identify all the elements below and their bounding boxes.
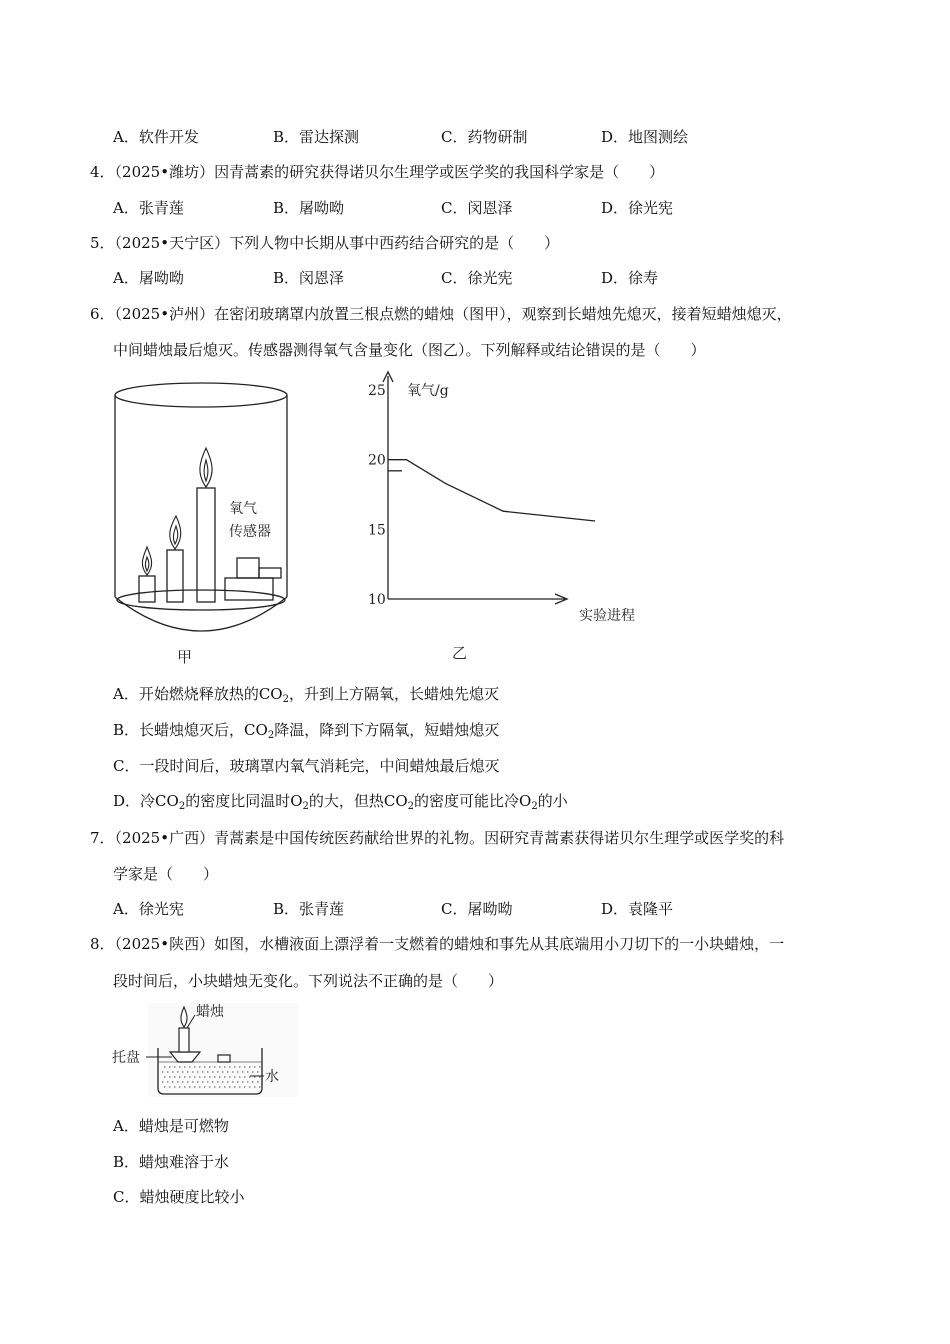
middle-candle [167, 550, 183, 602]
oxygen-sensor [225, 578, 273, 600]
sensor-label-line1: 氧气 [229, 501, 257, 517]
candle [179, 1028, 189, 1052]
long-candle [197, 488, 215, 602]
q3-option-d: D．地图测绘 [601, 128, 689, 146]
q3-option-a: A．软件开发 [113, 128, 199, 146]
q7-stem-line1: 7．（2025•广西）青蒿素是中国传统医药献给世界的礼物。因研究青蒿素获得诺贝尔生理学或医学奖的科 [90, 829, 785, 847]
q6-option-b: B．长蜡烛熄灭后，$CO_2$降温，降到下方隔氧，短蜡烛熄灭 [113, 721, 500, 741]
q7-option-a: A．徐光宪 [113, 900, 184, 918]
y-tick-label: 10 [368, 592, 386, 608]
y-tick-label: 20 [368, 452, 386, 469]
q4-option-a: A．张青莲 [113, 199, 184, 217]
q4-option-d: D．徐光宪 [601, 199, 674, 217]
figure-oxygen-chart [355, 368, 655, 663]
small-candle-block [218, 1055, 230, 1062]
figure-a-caption: 甲 [177, 648, 193, 666]
q3-option-b: B．雷达探测 [273, 128, 360, 146]
label-tray: 托盘 [112, 1050, 140, 1066]
x-axis-label: 实验进程 [579, 608, 635, 624]
q7-option-c: C．屠呦呦 [441, 900, 513, 918]
y-tick-label: 25 [368, 383, 386, 399]
q4-stem: 4．（2025•潍坊）因青蒿素的研究获得诺贝尔生理学或医学奖的我国科学家是（ ） [90, 163, 665, 181]
figure-b-caption: 乙 [452, 644, 468, 662]
y-tick-label: 15 [368, 522, 386, 539]
y-axis-label: 氧气/g [407, 383, 449, 399]
q8-option-c: C．蜡烛硬度比较小 [113, 1188, 245, 1206]
label-candle: 蜡烛 [196, 1004, 224, 1020]
q8-option-a: A．蜡烛是可燃物 [113, 1117, 229, 1135]
label-water: 水 [265, 1069, 279, 1085]
q7-option-d: D．袁隆平 [601, 900, 674, 918]
sensor-label-line2: 传感器 [229, 524, 271, 540]
q6-stem-line1: 6．（2025•泸州）在密闭玻璃罩内放置三根点燃的蜡烛（图甲），观察到长蜡烛先熄灭，接着短蜡烛熄灭， [90, 305, 792, 323]
q8-stem-line2: 段时间后，小块蜡烛无变化。下列说法不正确的是（ ） [113, 972, 504, 990]
q6-stem-line2: 中间蜡烛最后熄灭。传感器测得氧气含量变化（图乙）。下列解释或结论错误的是（ ） [113, 341, 706, 359]
q5-option-c: C．徐光宪 [441, 269, 513, 287]
q7-option-b: B．张青莲 [273, 900, 345, 918]
q5-option-d: D．徐寿 [601, 269, 659, 287]
q4-option-c: C．闵恩泽 [441, 199, 513, 217]
q3-option-c: C．药物研制 [441, 128, 528, 146]
q6-option-d: D．冷$CO_2$的密度比同温时$O_2$的大，但热$CO_2$的密度可能比冷$O_2$的小 [113, 792, 568, 812]
figure-bell-jar [105, 375, 305, 670]
q6-option-c: C．一段时间后，玻璃罩内氧气消耗完，中间蜡烛最后熄灭 [113, 757, 500, 775]
q5-option-a: A．屠呦呦 [113, 269, 184, 287]
q8-stem-line1: 8．（2025•陕西）如图，水槽液面上漂浮着一支燃着的蜡烛和事先从其底端用小刀切下的一小块蜡烛，一 [90, 935, 785, 953]
q5-option-b: B．闵恩泽 [273, 269, 345, 287]
q4-option-b: B．屠呦呦 [273, 199, 345, 217]
q6-option-a: A．开始燃烧释放热的$CO_2$，升到上方隔氧，长蜡烛先熄灭 [113, 685, 499, 705]
q5-stem: 5．（2025•天宁区）下列人物中长期从事中西药结合研究的是（ ） [90, 234, 560, 252]
q8-option-b: B．蜡烛难溶于水 [113, 1153, 230, 1171]
oxygen-series-line [388, 460, 595, 521]
figure-water-trough [110, 1000, 300, 1100]
q7-stem-line2: 学家是（ ） [113, 865, 219, 883]
short-candle [139, 576, 155, 602]
